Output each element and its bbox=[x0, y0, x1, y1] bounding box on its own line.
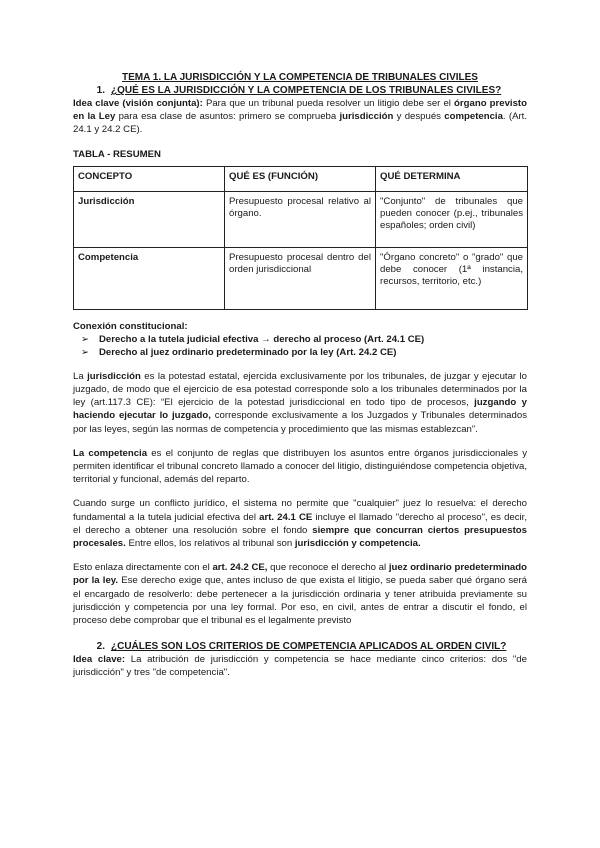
paragraph-bold: art. 24.1 CE bbox=[259, 511, 313, 523]
table-cell-function: Presupuesto procesal dentro del orden jurisdiccional bbox=[225, 247, 376, 309]
list-item bbox=[81, 333, 527, 346]
paragraph-text: Esto enlaza directamente con el bbox=[73, 562, 213, 574]
table-cell-function: Presupuesto procesal relativo al órgano. bbox=[225, 191, 376, 247]
section-1-key-idea bbox=[73, 97, 527, 137]
table-header-cell: QUÉ DETERMINA bbox=[376, 166, 528, 191]
paragraph-bold: jurisdicción y competencia. bbox=[294, 538, 421, 550]
paragraph-text: Ese derecho exige que, antes incluso de que exista el litigio, se pueda saber qué órgano será el encargado de resolverlo: debe pertenecer a la jurisdicción ordinaria y tener atribuida previamente su jurisdicción y competencia por una ley formal. Por eso, en civil, antes de entrar a discutir el fondo, el proceso debe comprobar que el tribunal es el legalmente previsto bbox=[73, 575, 527, 627]
arrow-bullet-icon: ➢ bbox=[81, 346, 90, 358]
table-cell-determines: "Órgano concreto" o "grado" que debe conocer (1ª instancia, recursos, territorio, etc.) bbox=[376, 247, 528, 309]
paragraph-text: que reconoce el derecho al bbox=[267, 562, 389, 574]
table-cell-determines: "Conjunto" de tribunales que pueden conocer (p.ej., tribunales españoles; orden civil) bbox=[376, 191, 528, 247]
key-idea-bold: jurisdicción bbox=[339, 111, 394, 123]
section-2-heading bbox=[73, 641, 527, 653]
key-idea-text: . (Art. 24.1 y 24.2 CE). bbox=[73, 111, 527, 136]
section-1-heading bbox=[73, 85, 527, 97]
paragraph-bold: art. 24.2 CE, bbox=[212, 562, 268, 574]
constitutional-list bbox=[81, 333, 527, 359]
table-cell-concept: Jurisdicción bbox=[74, 191, 225, 247]
paragraph-bold: juzgando y haciendo ejecutar lo juzgado, bbox=[73, 397, 527, 422]
list-item bbox=[81, 346, 527, 359]
key-idea-text: La atribución de jurisdicción y competencia se hace mediante cinco criterios: dos "de jurisdicción" y tres "de competencia". bbox=[73, 654, 527, 679]
paragraph-bold: siempre que concurran ciertos presupuestos procesales. bbox=[73, 524, 527, 550]
paragraph-text: es la potestad estatal, ejercida exclusivamente por los tribunales, de juzgar y ejecutar lo juzgado, de modo que el ejercicio de esa potestad corresponde solo a los tribunales determinados por la ley (art.117.3 CE): “El ejercicio de la potestad jurisdiccional en todo tipo de procesos, bbox=[73, 370, 527, 409]
paragraph-juez-ordinario bbox=[73, 561, 527, 627]
document-title: TEMA 1. LA JURISDICCIÓN Y LA COMPETENCIA DE TRIBUNALES CIVILES bbox=[122, 72, 478, 83]
paragraph-text: incluye el llamado "derecho al proceso", es decir, el derecho a obtener una resolución sobre el fondo bbox=[73, 511, 527, 536]
key-idea-text: para esa clase de asuntos: primero se comprueba bbox=[115, 111, 340, 123]
section-2-key-idea bbox=[73, 653, 527, 679]
constitutional-label bbox=[73, 320, 527, 333]
paragraph-text: corresponde exclusivamente a los Juzgados y Tribunales determinados por las leyes, según las normas de competencia y procedimiento que las mismas establezcan”. bbox=[73, 410, 527, 435]
constitutional-label-text: Conexión constitucional: bbox=[73, 320, 188, 332]
table-header-cell: CONCEPTO bbox=[74, 166, 225, 191]
section-1-title: ¿QUÉ ES LA JURISDICCIÓN Y LA COMPETENCIA DE LOS TRIBUNALES CIVILES? bbox=[111, 85, 502, 96]
table-row bbox=[74, 247, 528, 309]
key-idea-bold: competencia bbox=[444, 111, 503, 123]
paragraph-bold: jurisdicción bbox=[87, 370, 141, 382]
table-cell-concept: Competencia bbox=[74, 247, 225, 309]
table-label: TABLA - RESUMEN bbox=[73, 148, 161, 160]
section-1-number: 1. bbox=[96, 85, 105, 96]
key-idea-label: Idea clave: bbox=[73, 654, 126, 666]
paragraph-text: Entre ellos, los relativos al tribunal son bbox=[125, 538, 295, 550]
section-2-number: 2. bbox=[96, 641, 105, 653]
key-idea-bold: órgano previsto en la Ley bbox=[73, 98, 527, 123]
table-header-cell: QUÉ ES (FUNCIÓN) bbox=[225, 166, 376, 191]
section-2-title: ¿CUÁLES SON LOS CRITERIOS DE COMPETENCIA APLICADOS AL ORDEN CIVIL? bbox=[111, 641, 507, 653]
paragraph-text: La bbox=[73, 370, 88, 382]
table-header-row bbox=[74, 166, 528, 191]
table-row bbox=[74, 191, 528, 247]
arrow-bullet-icon: ➢ bbox=[81, 333, 90, 345]
paragraph-conflicto bbox=[73, 497, 527, 550]
paragraph-bold: La competencia bbox=[73, 447, 148, 459]
paragraph-competencia bbox=[73, 447, 527, 487]
key-idea-text: y después bbox=[393, 111, 445, 123]
key-idea-text: Para que un tribunal pueda resolver un litigio debe ser el bbox=[202, 98, 455, 109]
paragraph-jurisdiccion bbox=[73, 370, 527, 436]
list-item-text: Derecho al juez ordinario predeterminado por la ley (Art. 24.2 CE) bbox=[99, 346, 397, 358]
key-idea-label: Idea clave (visión conjunta): bbox=[73, 98, 203, 109]
summary-table bbox=[73, 166, 528, 310]
list-item-text: Derecho a la tutela judicial efectiva → derecho al proceso (Art. 24.1 CE) bbox=[99, 333, 425, 345]
paragraph-text: es el conjunto de reglas que distribuyen los asuntos entre órganos jurisdiccionales y permiten identificar el tribunal concreto llamado a conocer del litigio, distinguiéndose competencia objetiva, territorial y funcional, además del reparto. bbox=[73, 447, 527, 486]
paragraph-text: Cuando surge un conflicto jurídico, el sistema no permite que "cualquier" juez lo resuelva: el derecho fundamental a la tutela judicial efectiva del bbox=[73, 498, 527, 523]
paragraph-bold: juez ordinario predeterminado por la ley. bbox=[73, 562, 527, 587]
